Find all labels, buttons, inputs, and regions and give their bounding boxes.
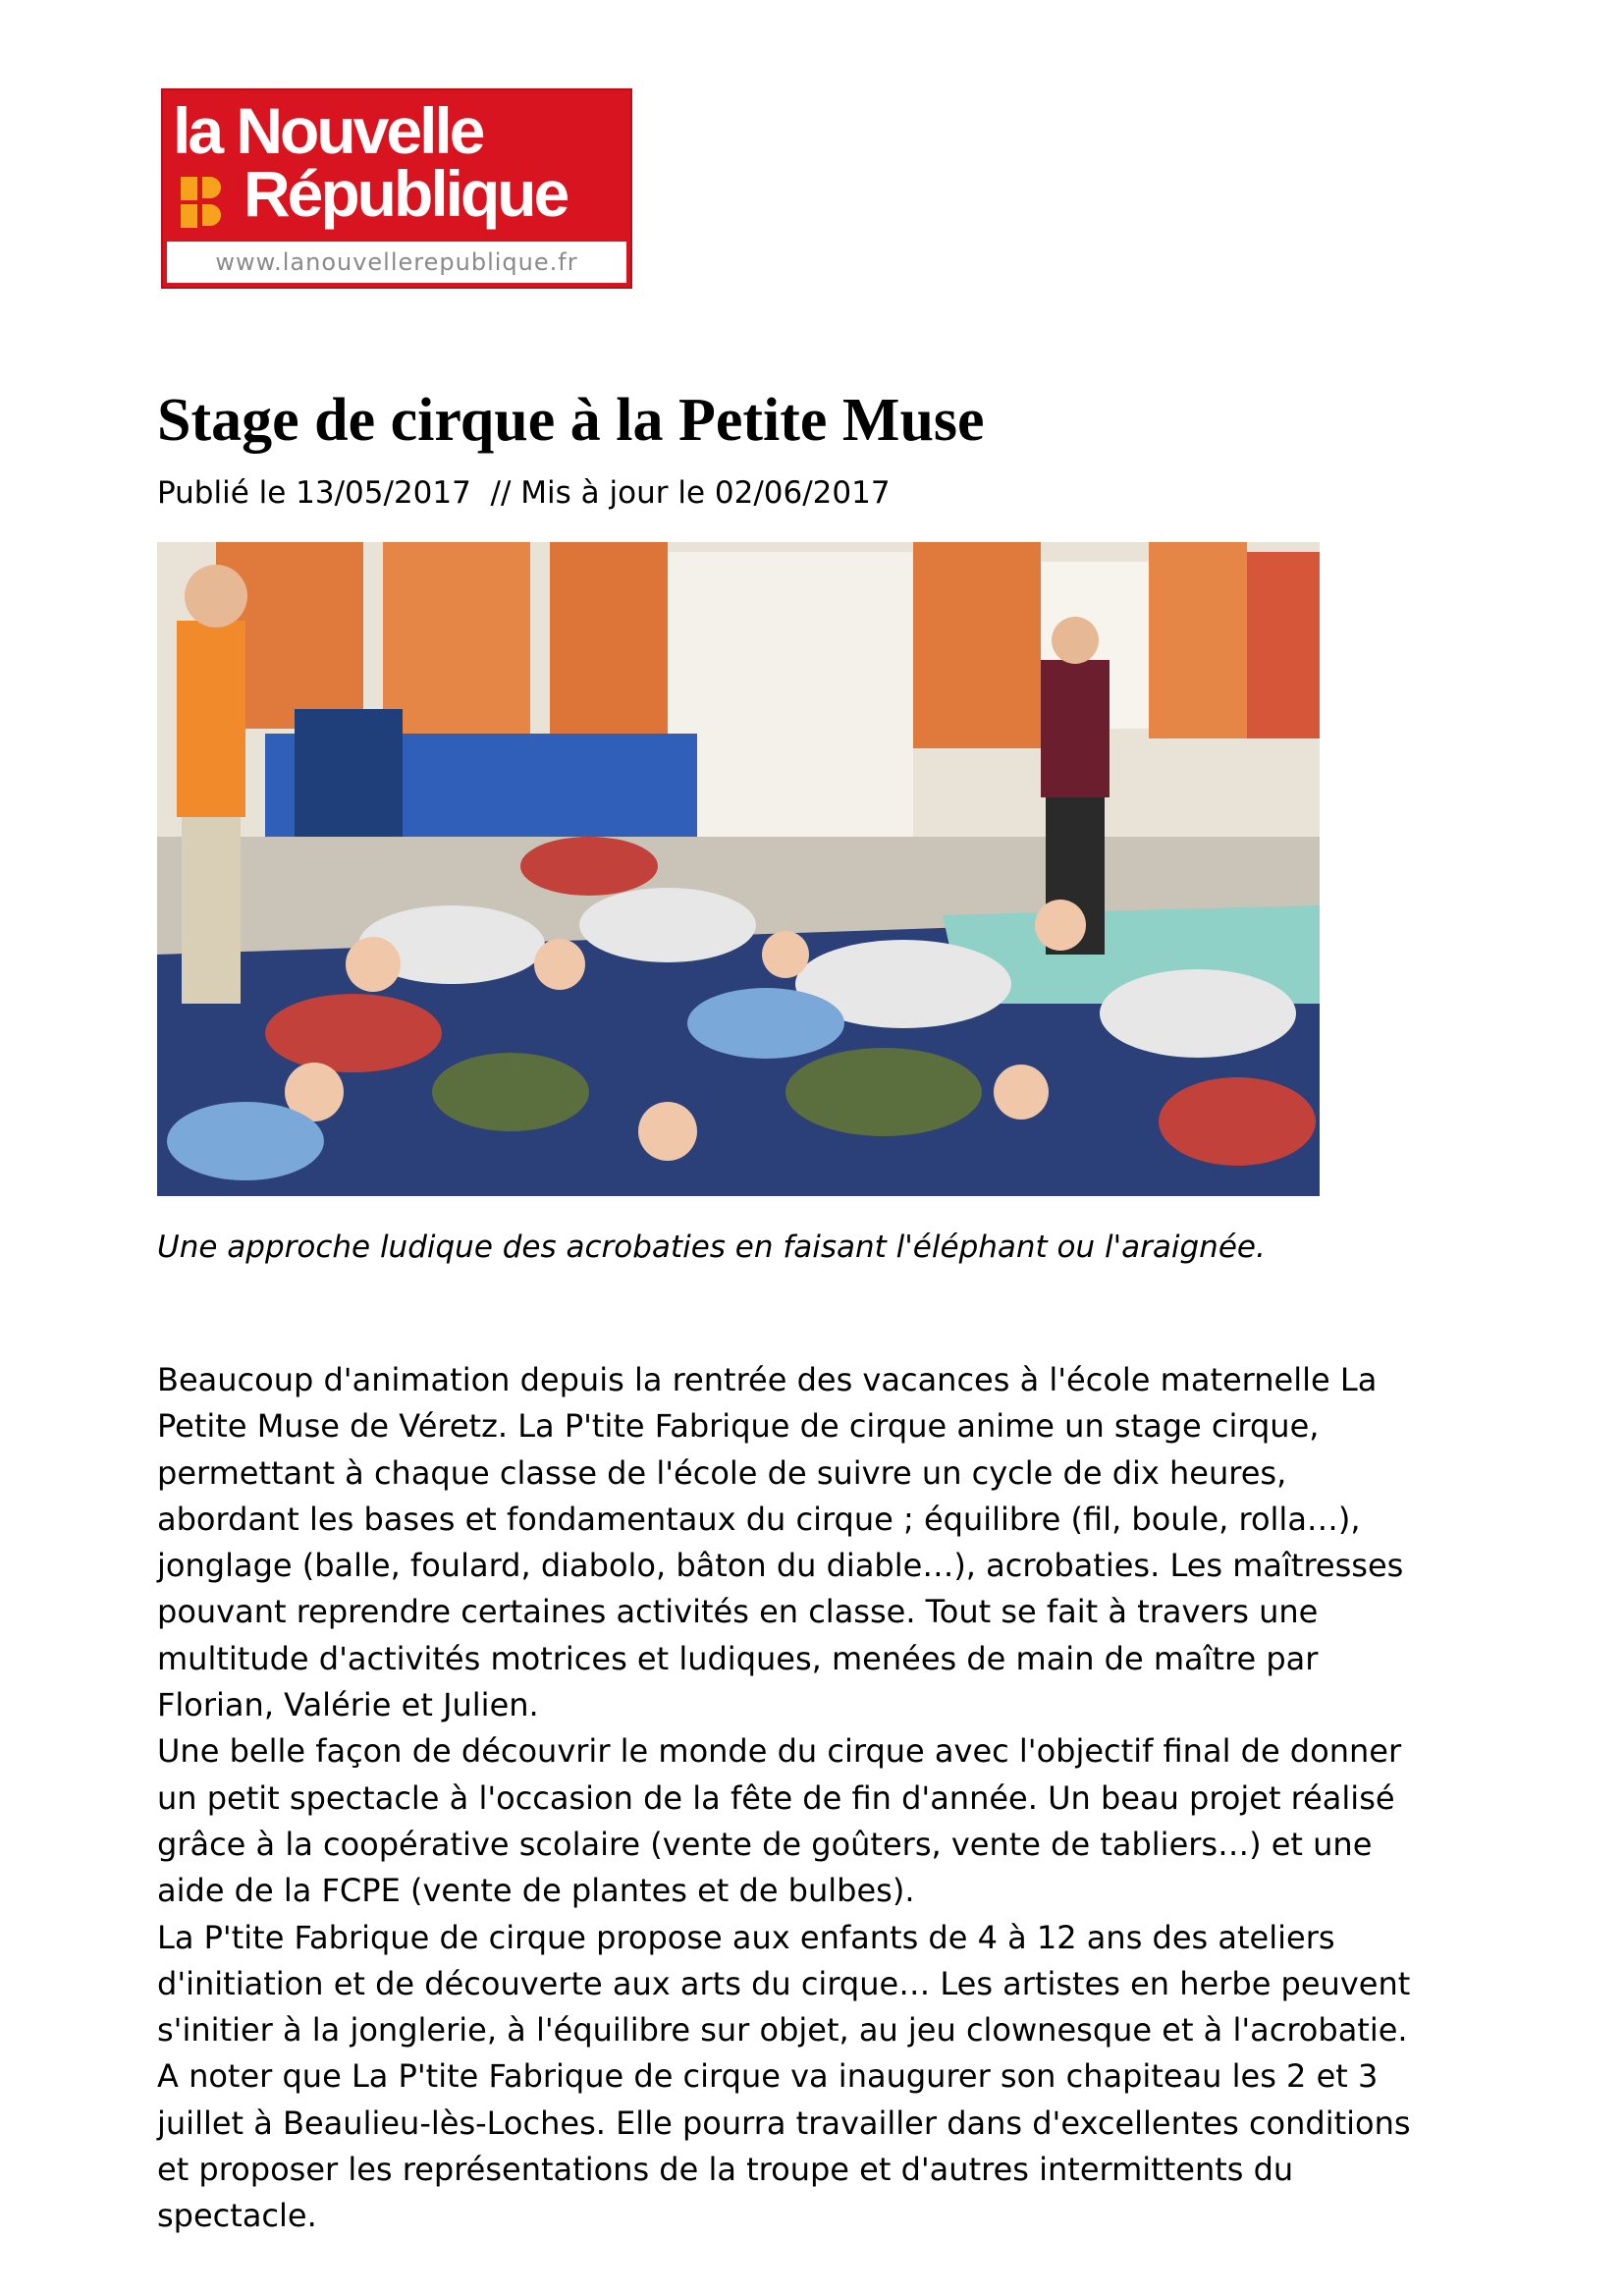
- body-line: d'initiation et de découverte aux arts du cirque… Les artistes en herbe peuvent: [157, 1964, 1411, 2002]
- body-line: aide de la FCPE (vente de plantes et de bulbes).: [157, 1872, 915, 1910]
- newspaper-logo: [161, 88, 632, 289]
- body-line: et proposer les représentations de la troupe et d'autres intermittents du: [157, 2151, 1294, 2189]
- body-line: pouvant reprendre certaines activités en classe. Tout se fait à travers une: [157, 1593, 1319, 1631]
- body-line: abordant les bases et fondamentaux du cirque ; équilibre (fil, boule, rolla…),: [157, 1500, 1361, 1538]
- body-line: grâce à la coopérative scolaire (vente de goûters, vente de tabliers…) et une: [157, 1825, 1373, 1863]
- article-body: [157, 1357, 1532, 2240]
- logo-title-line-1: la Nouvelle: [173, 94, 483, 167]
- logo-url: www.lanouvellerepublique.fr: [215, 248, 578, 276]
- body-line: Beaucoup d'animation depuis la rentrée des vacances à l'école maternelle La: [157, 1361, 1378, 1398]
- publication-dates: Publié le 13/05/2017 // Mis à jour le 02/06/2017: [157, 475, 891, 511]
- body-line: s'initier à la jonglerie, à l'équilibre sur objet, au jeu clownesque et à l'acrobatie.: [157, 2011, 1408, 2050]
- body-line: un petit spectacle à l'occasion de la fête de fin d'année. Un beau projet réalisé: [157, 1778, 1395, 1817]
- body-line: Une belle façon de découvrir le monde du cirque avec l'objectif final de donner: [157, 1732, 1402, 1771]
- body-line: Petite Muse de Véretz. La P'tite Fabrique de cirque anime un stage cirque,: [157, 1407, 1320, 1446]
- logo-mark-icon: [179, 175, 224, 230]
- body-line: spectacle.: [157, 2197, 317, 2235]
- logo-url-band: [167, 242, 626, 283]
- photo-illustration: [157, 542, 1320, 1196]
- photo-caption: Une approche ludique des acrobaties en faisant l'éléphant ou l'araignée.: [157, 1230, 1266, 1265]
- body-line: juillet à Beaulieu-lès-Loches. Elle pourra travailler dans d'excellentes conditions: [157, 2104, 1411, 2142]
- body-line: A noter que La P'tite Fabrique de cirque va inaugurer son chapiteau les 2 et 3: [157, 2057, 1379, 2096]
- body-line: permettant à chaque classe de l'école de suivre un cycle de dix heures,: [157, 1453, 1287, 1492]
- article-title: Stage de cirque à la Petite Muse: [157, 387, 985, 454]
- body-line: multitude d'activités motrices et ludiques, menées de main de maître par: [157, 1639, 1319, 1677]
- logo-title-line-2: République: [244, 157, 568, 230]
- body-line: jonglage (balle, foulard, diabolo, bâton du diable…), acrobaties. Les maîtresses: [157, 1547, 1404, 1585]
- body-line: La P'tite Fabrique de cirque propose aux enfants de 4 à 12 ans des ateliers: [157, 1918, 1335, 1956]
- body-line: Florian, Valérie et Julien.: [157, 1686, 539, 1724]
- article-photo: [157, 542, 1320, 1196]
